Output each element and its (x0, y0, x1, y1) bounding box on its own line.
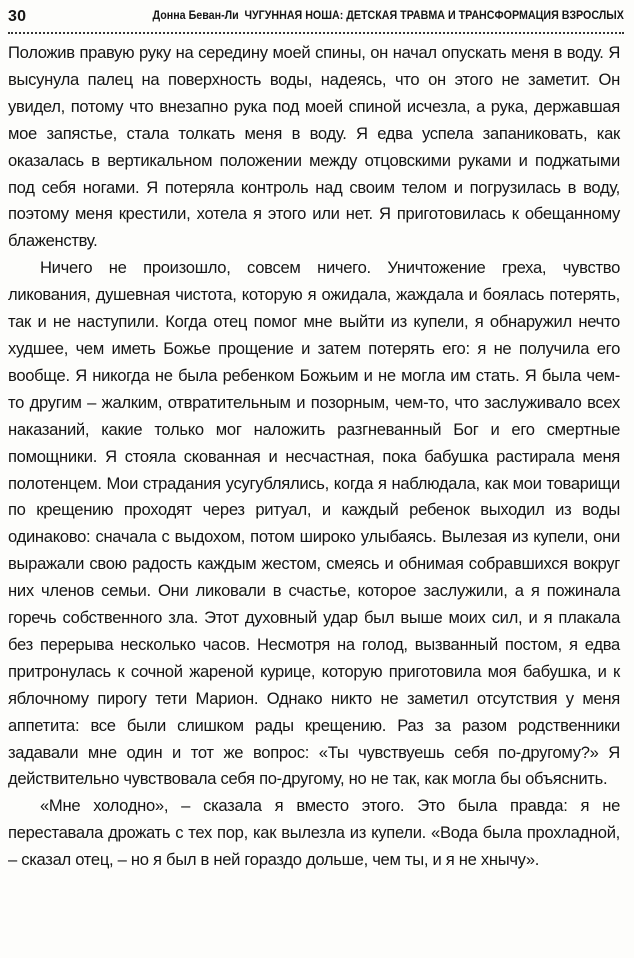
paragraph: Положив правую руку на середину моей спины, он начал опускать меня в воду. Я высунула палец на поверхность воды, надеясь, что он этого не заметит. Он увидел, потому что внезапно рука под моей спиной исчезла, а рука, державшая мое запястье, стала толкать меня в воду. Я едва успела запаниковать, как оказалась в вертикальном положении между отцовскими руками и поджатыми под себя ногами. Я потеряла контроль над своим телом и погрузилась в воду, поэтому меня крестили, хотела я этого или нет. Я приготовилась к обещанному блаженству. (8, 43, 620, 251)
page-header (8, 6, 624, 34)
running-head (153, 10, 624, 22)
author-name: Донна Беван-Ли (152, 10, 239, 22)
page-number: 30 (8, 8, 27, 25)
paragraph: «Мне холодно», – сказала я вместо этого. Это была правда: я не переставала дрожать с тех пор, как вылезла из купели. «Вода была прохладной, – сказал отец, – но я был в ней гораздо дольше, чем ты, и я не хнычу». (8, 796, 620, 870)
body-text (8, 40, 620, 874)
book-title: ЧУГУННАЯ НОША: ДЕТСКАЯ ТРАВМА И ТРАНСФОРМАЦИЯ ВЗРОСЛЫХ (244, 10, 624, 22)
paragraph: Ничего не произошло, совсем ничего. Уничтожение греха, чувство ликования, душевная чистота, которую я ожидала, жаждала и боялась потерять, так и не наступили. Когда отец помог мне выйти из купели, я обнаружил нечто худшее, чем иметь Божье прощение и затем потерять его: я не получила его вообще. Я никогда не была ребенком Божьим и не могла им стать. Я была чем-то другим – жалким, отвратительным и позорным, чем-то, что заслуживало всех наказаний, какие только мог наложить разгневанный Бог и его смертные помощники. Я стояла скованная и несчастная, пока бабушка растирала меня полотенцем. Мои страдания усугублялись, когда я наблюдала, как мои товарищи по крещению проходят через ритуал, и каждый ребенок выходил из воды одинаково: сначала с выдохом, потом широко улыбаясь. Вылезая из купели, они выражали свою радость каждым жестом, смеясь и обнимая собравшихся вокруг них членов семьи. Они ликовали в счастье, которое заслужили, а я пожинала горечь собственного зла. Этот духовный удар был выше моих сил, и я плакала без перерыва несколько часов. Несмотря на голод, вызванный постом, я едва притронулась к сочной жареной курице, которую приготовила моя бабушка, и к яблочному пирогу тети Марион. Однако никто не заметил отсутствия у меня аппетита: все были слишком рады крещению. Раз за разом родственники задавали мне один и тот же вопрос: «Ты чувствуешь себя по-другому?» Я действительно чувствовала себя по-другому, но не так, как могла бы объяснить. (8, 258, 620, 789)
